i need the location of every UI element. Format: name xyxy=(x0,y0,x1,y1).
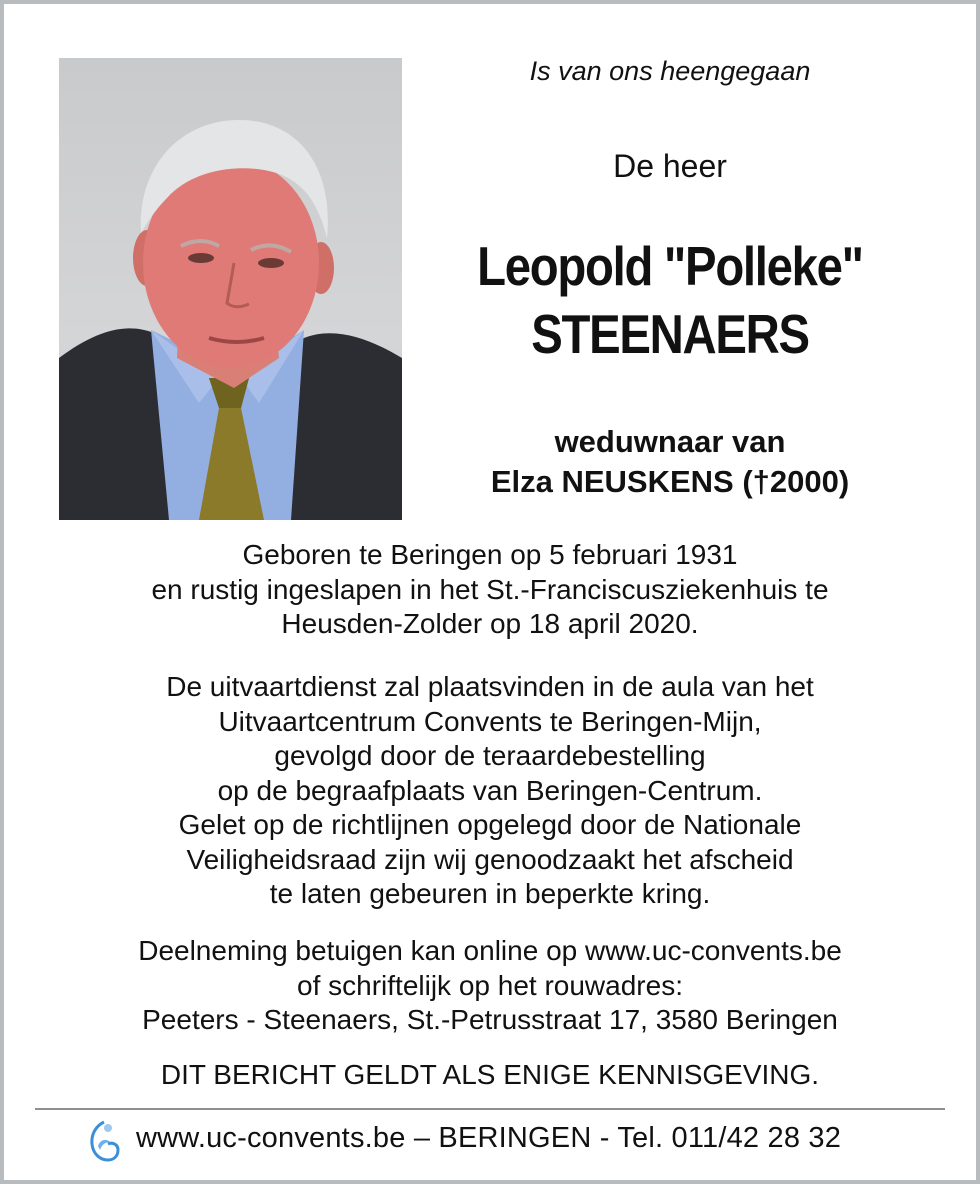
deceased-name-line1: Leopold "Polleke" xyxy=(477,235,863,297)
text-line: De uitvaartdienst zal plaatsvinden in de aula van het xyxy=(166,671,814,702)
spouse-info xyxy=(420,422,920,502)
deceased-name-line2: STEENAERS xyxy=(531,303,809,365)
text-line: Gelet op de richtlijnen opgelegd door de Nationale xyxy=(178,809,802,840)
honorific: De heer xyxy=(613,148,727,184)
funeral-paragraph xyxy=(40,670,940,912)
text-line: Peeters - Steenaers, St.-Petrusstraat 17, 3580 Beringen xyxy=(142,1004,838,1035)
birth-death-paragraph xyxy=(40,538,940,642)
footer-divider xyxy=(35,1108,945,1110)
text-line: Deelneming betuigen kan online op www.uc-convents.be xyxy=(138,935,842,966)
footer-contact-text: www.uc-convents.be – BERINGEN - Tel. 011/42 28 32 xyxy=(136,1122,842,1154)
spouse-line2: Elza NEUSKENS (†2000) xyxy=(490,464,850,499)
text-line: Geboren te Beringen op 5 februari 1931 xyxy=(242,539,738,570)
text-line: of schriftelijk op het rouwadres: xyxy=(297,969,683,1001)
text-line: gevolgd door de teraardebestelling xyxy=(274,740,706,771)
deceased-name xyxy=(455,232,885,368)
portrait-photo xyxy=(59,58,402,520)
spouse-line1: weduwnaar van xyxy=(554,424,786,459)
text-line: op de begraafplaats van Beringen-Centrum. xyxy=(217,774,763,806)
text-line: Veiligheidsraad zijn wij genoodzaakt het afscheid xyxy=(186,843,794,875)
text-line: te laten gebeuren in beperkte kring. xyxy=(269,878,711,909)
footer xyxy=(84,1118,904,1164)
intro-text: Is van ons heengegaan xyxy=(529,56,811,86)
condolence-paragraph xyxy=(40,934,940,1038)
text-line: Uitvaartcentrum Convents te Beringen-Mijn, xyxy=(218,705,762,737)
closing-statement: DIT BERICHT GELDT ALS ENIGE KENNISGEVING. xyxy=(160,1059,820,1090)
uc-convents-logo-icon xyxy=(88,1120,120,1162)
text-line: en rustig ingeslapen in het St.-Franciscusziekenhuis te xyxy=(151,573,829,605)
text-line: Heusden-Zolder op 18 april 2020. xyxy=(281,608,699,639)
